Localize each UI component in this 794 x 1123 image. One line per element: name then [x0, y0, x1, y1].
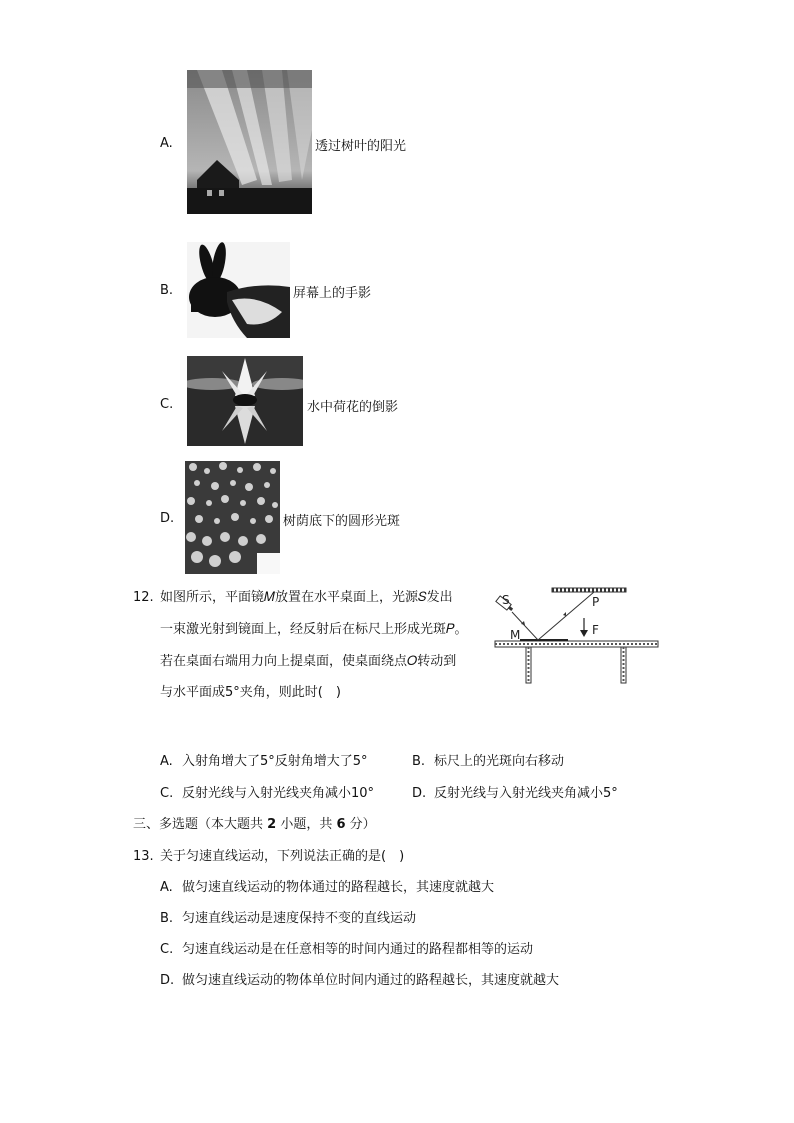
option-letter: C. — [160, 786, 174, 801]
option-text: 匀速直线运动是速度保持不变的直线运动 — [182, 911, 417, 926]
question-stem-line: 与水平面成5°夹角，则此时( ) — [160, 685, 341, 700]
mirror-reflection-diagram — [490, 584, 665, 688]
option-letter: A. — [160, 136, 173, 151]
sunbeams-through-trees-photo — [187, 70, 312, 214]
option-letter: B. — [412, 754, 426, 769]
option-letter: B. — [160, 911, 174, 926]
question-number: 12. — [133, 590, 154, 605]
lotus-reflection-photo — [187, 356, 303, 446]
option-text: 反射光线与入射光线夹角减小5° — [434, 786, 618, 801]
section-count: 2 — [267, 817, 277, 832]
option-letter: D. — [160, 511, 175, 526]
option-text: 标尺上的光斑向右移动 — [434, 754, 565, 769]
option-caption: 透过树叶的阳光 — [315, 139, 407, 154]
section-prefix: 三、多选题（本大题共 — [133, 817, 268, 832]
option-text: 入射角增大了5°反射角增大了5° — [182, 754, 368, 769]
label-s: S — [502, 593, 510, 607]
question-stem-line: 如图所示，平面镜𝑀放置在水平桌面上，光源𝑆发出 — [160, 590, 453, 605]
question-stem-line: 若在桌面右端用力向上提桌面，使桌面绕点𝑂转动到 — [160, 654, 457, 669]
option-text: 匀速直线运动是在任意相等的时间内通过的路程都相等的运动 — [182, 942, 534, 957]
option-text: 反射光线与入射光线夹角减小10° — [182, 786, 375, 801]
label-f: F — [592, 623, 599, 637]
question-number: 13. — [133, 849, 154, 864]
option-letter: C. — [160, 397, 174, 412]
section-suffix: 分） — [345, 817, 376, 832]
option-letter: B. — [160, 283, 174, 298]
question-stem-line: 一束激光射到镜面上，经反射后在标尺上形成光斑𝑃。 — [160, 622, 468, 637]
option-letter: A. — [160, 880, 173, 895]
section-middle: 小题，共 — [276, 817, 337, 832]
section-score: 6 — [336, 817, 346, 832]
option-letter: D. — [412, 786, 427, 801]
section-heading — [133, 817, 376, 833]
hand-shadow-rabbit-photo — [187, 242, 290, 338]
option-text: 做匀速直线运动的物体通过的路程越长，其速度就越大 — [182, 880, 495, 895]
option-text: 做匀速直线运动的物体单位时间内通过的路程越长，其速度就越大 — [182, 973, 560, 988]
option-caption: 水中荷花的倒影 — [307, 400, 399, 415]
round-light-spots-photo — [185, 461, 280, 574]
label-m: M — [510, 628, 521, 642]
label-p: P — [592, 595, 600, 609]
option-caption: 屏幕上的手影 — [293, 286, 372, 301]
option-letter: D. — [160, 973, 175, 988]
option-letter: C. — [160, 942, 174, 957]
question-stem: 关于匀速直线运动，下列说法正确的是( ) — [160, 849, 405, 864]
option-letter: A. — [160, 754, 173, 769]
option-caption: 树荫底下的圆形光斑 — [283, 514, 401, 529]
